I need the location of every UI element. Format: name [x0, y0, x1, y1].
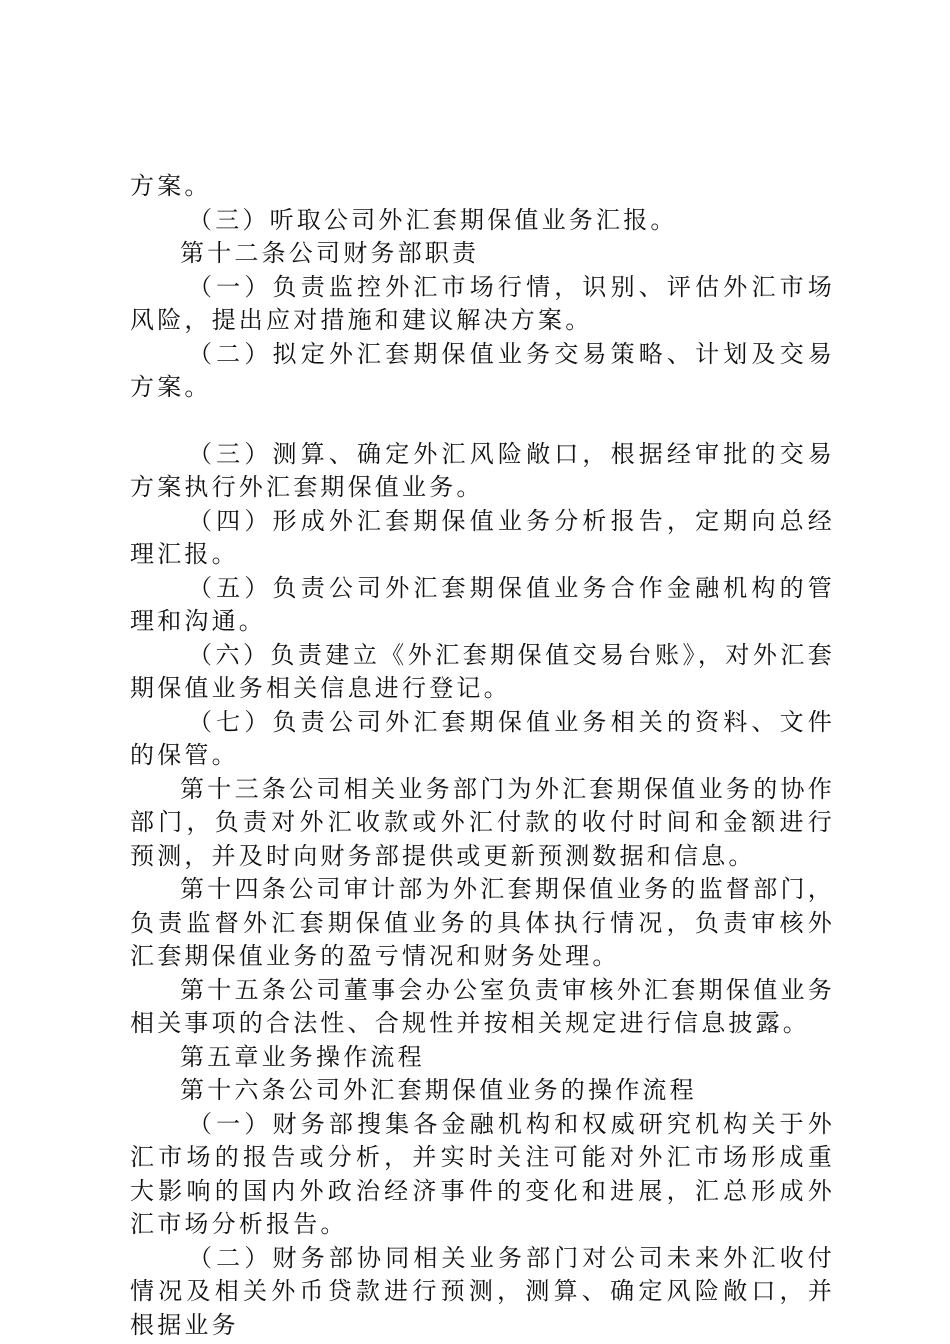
paragraph: （二）财务部协同相关业务部门对公司未来外汇收付情况及相关外币贷款进行预测，测算、确定风险敞口，并根据业务	[130, 1243, 835, 1339]
paragraph: （一）财务部搜集各金融机构和权威研究机构关于外汇市场的报告或分析，并实时关注可能对外汇市场形成重大影响的国内外政治经济事件的变化和进展，汇总形成外汇市场分析报告。	[130, 1109, 835, 1238]
paragraph: （六）负责建立《外汇套期保值交易台账》，对外汇套期保值业务相关信息进行登记。	[130, 640, 835, 702]
paragraph: （七）负责公司外汇套期保值业务相关的资料、文件的保管。	[130, 707, 835, 769]
chapter-heading: 第五章业务操作流程	[180, 1042, 425, 1071]
paragraph: （二）拟定外汇套期保值业务交易策略、计划及交易方案。	[130, 339, 835, 401]
paragraph: （三）听取公司外汇套期保值业务汇报。	[188, 205, 678, 234]
paragraph: （四）形成外汇套期保值业务分析报告，定期向总经理汇报。	[130, 506, 835, 568]
article-paragraph: 第十五条公司董事会办公室负责审核外汇套期保值业务相关事项的合法性、合规性并按相关规定进行信息披露。	[130, 975, 835, 1037]
paragraph: 方案。	[130, 172, 212, 200]
blank-line	[130, 405, 835, 438]
article-paragraph: 第十三条公司相关业务部门为外汇套期保值业务的协作部门，负责对外汇收款或外汇付款的收付时间和金额进行预测，并及时向财务部提供或更新预测数据和信息。	[130, 774, 835, 870]
article-heading: 第十二条公司财务部职责	[180, 239, 480, 267]
paragraph: （五）负责公司外汇套期保值业务合作金融机构的管理和沟通。	[130, 573, 835, 635]
paragraph: （三）测算、确定外汇风险敞口，根据经审批的交易方案执行外汇套期保值业务。	[130, 439, 835, 501]
paragraph: （一）负责监控外汇市场行情，识别、评估外汇市场风险，提出应对措施和建议解决方案。	[130, 272, 835, 334]
article-heading: 第十六条公司外汇套期保值业务的操作流程	[180, 1076, 697, 1104]
article-paragraph: 第十四条公司审计部为外汇套期保值业务的监督部门，负责监督外汇套期保值业务的具体执行情况，负责审核外汇套期保值业务的盈亏情况和财务处理。	[130, 875, 835, 970]
document-body	[130, 170, 835, 1342]
